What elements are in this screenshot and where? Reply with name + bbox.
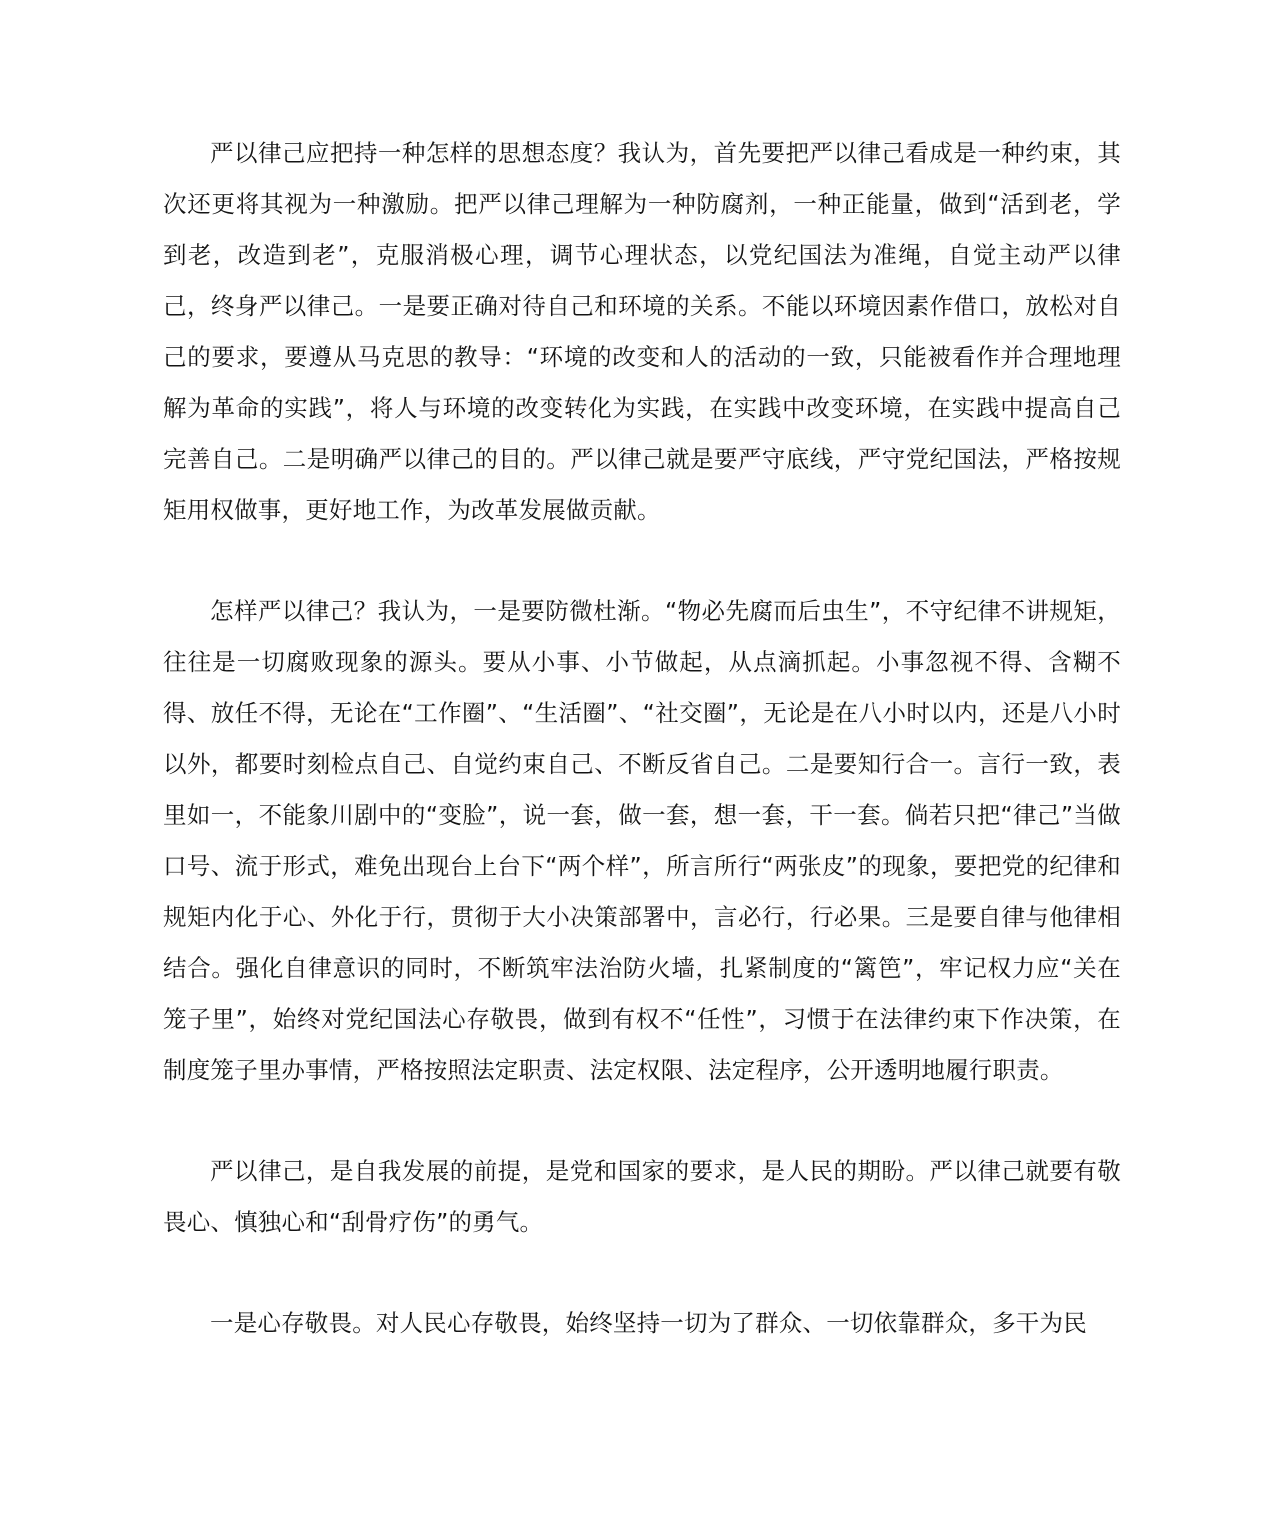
paragraph-4: 一是心存敬畏。对人民心存敬畏，始终坚持一切为了群众、一切依靠群众，多干为民 xyxy=(210,1309,1087,1337)
paragraph-1: 严以律己应把持一种怎样的思想态度？我认为，首先要把严以律己看成是一种约束，其次还更将其视为一种激励。把严以律己理解为一种防腐剂，一种正能量，做到“活到老，学到老，改造到老”，克服消极心理，调节心理状态，以党纪国法为准绳，自觉主动严以律己，终身严以律己。一是要正确对待自己和环境的关系。不能以环境因素作借口，放松对自己的要求，要遵从马克思的教导：“环境的改变和人的活动的一致，只能被看作并合理地理解为革命的实践”，将人与环境的改变转化为实践，在实践中改变环境，在实践中提高自己完善自己。二是明确严以律己的目的。严以律己就是要严守底线，严守党纪国法，严格按规矩用权做事，更好地工作，为改革发展做贡献。 xyxy=(163,139,1121,524)
document-body xyxy=(163,128,1121,1399)
paragraph-3: 严以律己，是自我发展的前提，是党和国家的要求，是人民的期盼。严以律己就要有敬畏心、慎独心和“刮骨疗伤”的勇气。 xyxy=(163,1157,1121,1236)
paragraph-2: 怎样严以律己？我认为，一是要防微杜渐。“物必先腐而后虫生”，不守纪律不讲规矩，往往是一切腐败现象的源头。要从小事、小节做起，从点滴抓起。小事忽视不得、含糊不得、放任不得，无论在“工作圈”、“生活圈”、“社交圈”，无论是在八小时以内，还是八小时以外，都要时刻检点自己、自觉约束自己、不断反省自己。二是要知行合一。言行一致，表里如一，不能象川剧中的“变脸”，说一套，做一套，想一套，干一套。倘若只把“律己”当做口号、流于形式，难免出现台上台下“两个样”，所言所行“两张皮”的现象，要把党的纪律和规矩内化于心、外化于行，贯彻于大小决策部署中，言必行，行必果。三是要自律与他律相结合。强化自律意识的同时，不断筑牢法治防火墙，扎紧制度的“篱笆”，牢记权力应“关在笼子里”，始终对党纪国法心存敬畏，做到有权不“任性”，习惯于在法律约束下作决策，在制度笼子里办事情，严格按照法定职责、法定权限、法定程序，公开透明地履行职责。 xyxy=(163,597,1121,1084)
